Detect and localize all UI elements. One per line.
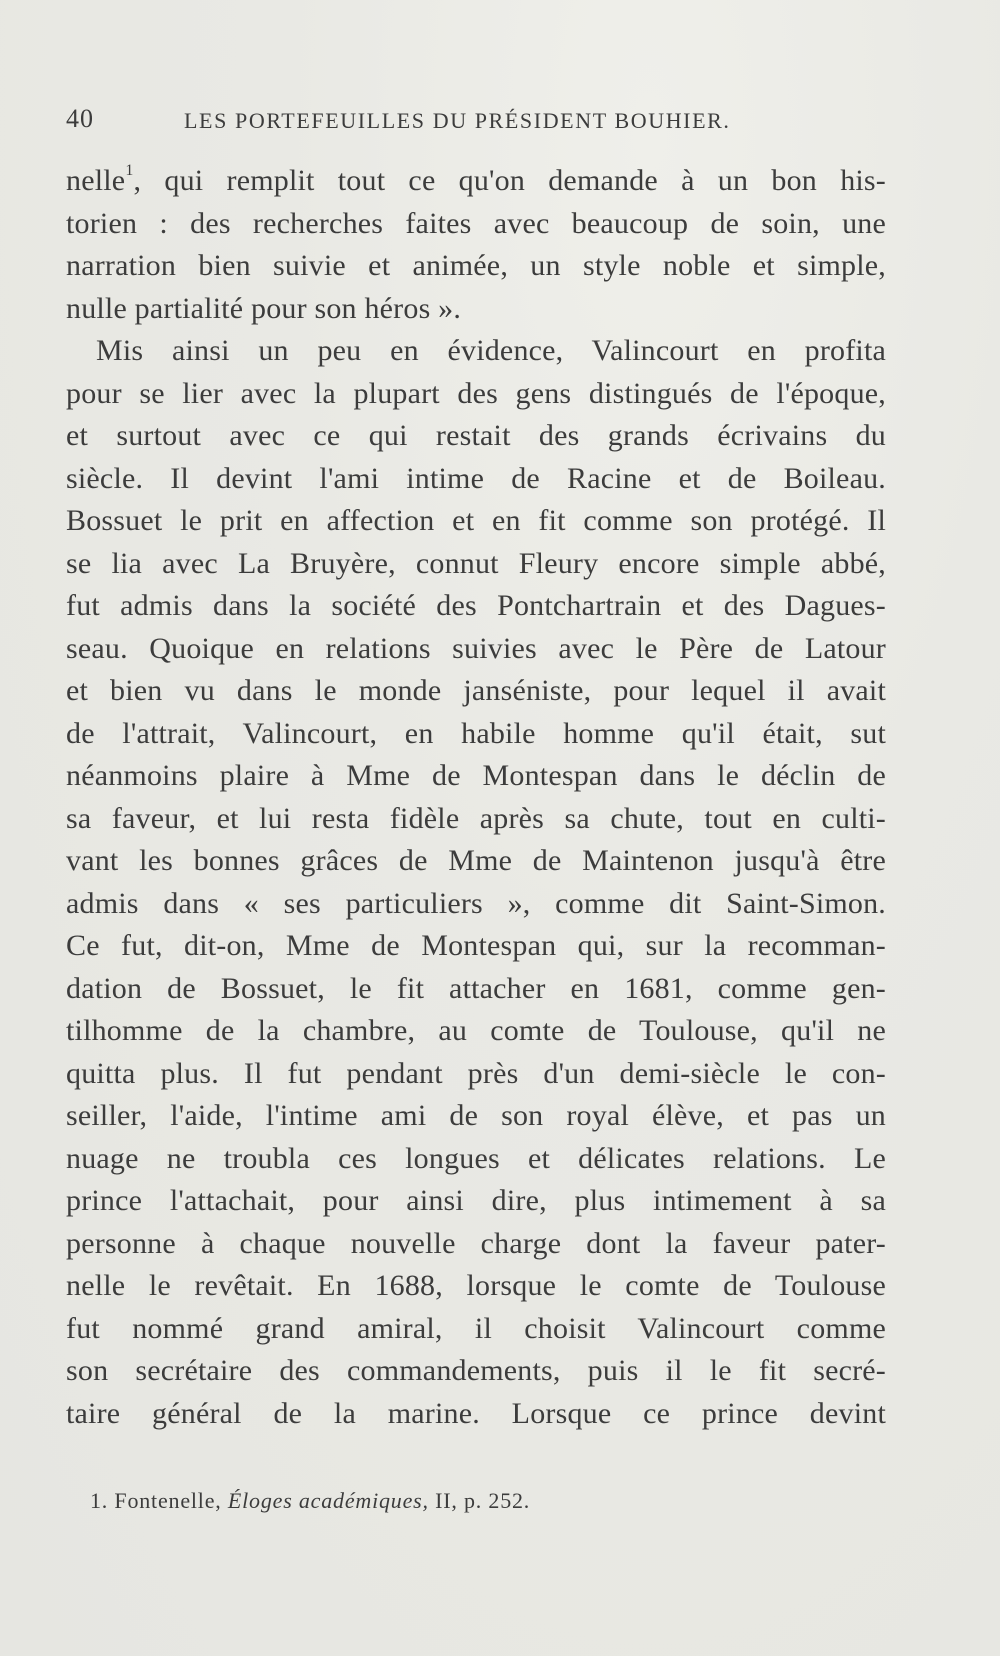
footnote-work-title: Éloges académiques, bbox=[227, 1488, 429, 1513]
text-line: tilhomme de la chambre, au comte de Toulouse, qu'il ne bbox=[66, 1014, 886, 1047]
running-title: LES PORTEFEUILLES DU PRÉSIDENT BOUHIER. bbox=[184, 108, 731, 133]
line-fragment: nelle bbox=[66, 164, 126, 197]
text-line: personne à chaque nouvelle charge dont la faveur pater- bbox=[66, 1226, 886, 1260]
text-line: et bien vu dans le monde janséniste, pour lequel il avait bbox=[66, 674, 886, 707]
footnote-reference-text: II, p. 252. bbox=[435, 1488, 531, 1513]
text-line: dation de Bossuet, le fit attacher en 1681, comme gen- bbox=[66, 971, 886, 1005]
running-head bbox=[66, 104, 796, 140]
text-line: Bossuet le prit en affection et en fit comme son protégé. Il bbox=[66, 504, 886, 537]
text-line: taire général de la marine. Lorsque ce prince devint bbox=[66, 1396, 886, 1430]
footnote-reference: 1 bbox=[125, 162, 134, 179]
text-line: admis dans « ses particuliers », comme dit Saint-Simon. bbox=[66, 886, 886, 920]
text-line: fut nommé grand amiral, il choisit Valincourt comme bbox=[66, 1311, 886, 1345]
body-text bbox=[66, 160, 886, 1435]
text-line: de l'attrait, Valincourt, en habile homme qu'il était, sut bbox=[66, 716, 886, 750]
text-line: torien : des recherches faites avec beaucoup de soin, une bbox=[66, 206, 886, 240]
text-line: nelle le revêtait. En 1688, lorsque le comte de Toulouse bbox=[66, 1269, 886, 1302]
text-line: se lia avec La Bruyère, connut Fleury encore simple abbé, bbox=[66, 546, 886, 580]
footnote-author: Fontenelle, bbox=[114, 1488, 222, 1513]
footnote bbox=[90, 1488, 530, 1514]
text-line: Mis ainsi un peu en évidence, Valincourt en profita bbox=[96, 334, 886, 367]
text-line: seau. Quoique en relations suivies avec le Père de Latour bbox=[66, 631, 886, 665]
text-line: pour se lier avec la plupart des gens distingués de l'époque, bbox=[66, 376, 886, 410]
text-line: narration bien suivie et animée, un style noble et simple, bbox=[66, 249, 886, 282]
text-line: prince l'attachait, pour ainsi dire, plus intimement à sa bbox=[66, 1184, 886, 1217]
text-line: et surtout avec ce qui restait des grands écrivains du bbox=[66, 419, 886, 452]
text-line: son secrétaire des commandements, puis il le fit secré- bbox=[66, 1354, 886, 1387]
text-line bbox=[66, 160, 886, 203]
line-fragment: , qui remplit tout ce qu'on demande à un bon his- bbox=[133, 164, 886, 197]
footnote-marker: 1. bbox=[90, 1488, 109, 1513]
text-line: nulle partialité pour son héros ». bbox=[66, 291, 462, 325]
text-line: quitta plus. Il fut pendant près d'un demi-siècle le con- bbox=[66, 1056, 886, 1090]
text-line: siècle. Il devint l'ami intime de Racine et de Boileau. bbox=[66, 461, 886, 495]
text-line: néanmoins plaire à Mme de Montespan dans le déclin de bbox=[66, 759, 886, 792]
text-line: sa faveur, et lui resta fidèle après sa chute, tout en culti- bbox=[66, 801, 886, 835]
page-number: 40 bbox=[66, 104, 94, 133]
text-line: vant les bonnes grâces de Mme de Maintenon jusqu'à être bbox=[66, 844, 886, 877]
text-line: seiller, l'aide, l'intime ami de son royal élève, et pas un bbox=[66, 1099, 886, 1132]
text-line: Ce fut, dit-on, Mme de Montespan qui, sur la recomman- bbox=[66, 929, 886, 962]
text-line: nuage ne troubla ces longues et délicates relations. Le bbox=[66, 1141, 886, 1175]
text-line: fut admis dans la société des Pontchartrain et des Dagues- bbox=[66, 589, 886, 622]
